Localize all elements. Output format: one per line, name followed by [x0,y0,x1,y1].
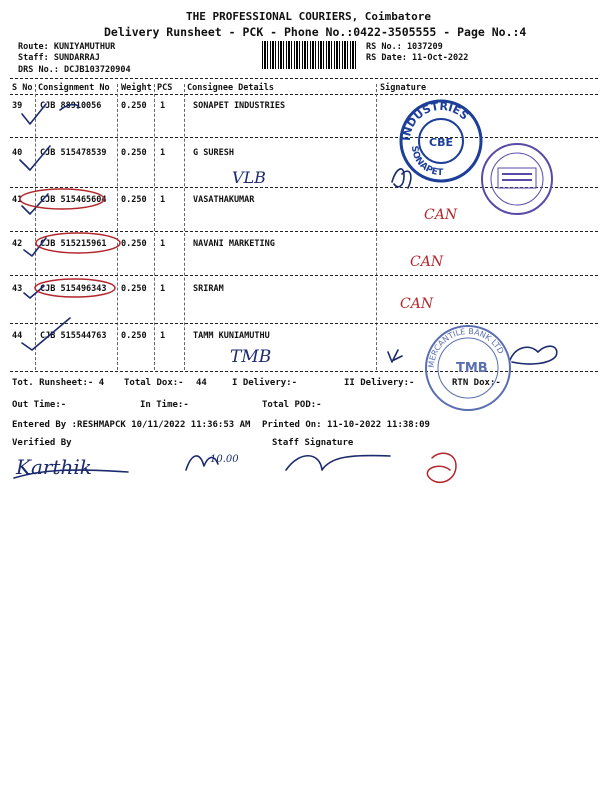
table-row-weight: 0.250 [121,239,147,249]
col-pcs: PCS [157,83,173,93]
table-row-weight: 0.250 [121,195,147,205]
stamp-text-bottom: SONAPET [408,145,444,179]
stamp-text-top: INDUSTRIES [399,99,472,142]
rs-date: RS Date: 11-Oct-2022 [366,53,469,63]
table-row-pcs: 1 [160,148,166,158]
table-row-sno: 40 [12,148,23,158]
col-consignment: Consignment No [38,83,110,93]
handwritten-can: CAN [410,254,444,270]
table-row-consignment: CJB 515465604 [40,195,107,205]
table-row-pcs: 1 [160,195,166,205]
col-weight: Weight [121,83,152,93]
tmb-stamp-icon [420,320,516,416]
col-sno: S No [12,83,33,93]
table-row-consignee: SONAPET INDUSTRIES [193,101,286,111]
drs-label: DRS No.: DCJB103720904 [18,65,131,75]
svg-text:SONAPET [409,145,444,178]
table-row-weight: 0.250 [121,101,147,111]
signature-time: 10.00 [210,454,239,465]
table-row-sno: 39 [12,101,23,111]
ii-delivery-label: II Delivery:- [344,378,415,388]
company-title: THE PROFESSIONAL COURIERS, Coimbatore [186,10,432,23]
sonapet-stamp-icon [396,96,486,186]
total-pod-label: Total POD:- [262,400,322,410]
handwritten-can: CAN [424,207,458,223]
table-row-consignment: CJB 515544763 [40,331,107,341]
table-row-consignment: CJB 515215961 [40,239,107,249]
verified-signature: Karthik [16,455,92,479]
stamp-center: CBE [429,136,453,149]
table-row-consignee: TAMM KUNIAMUTHU [193,331,270,341]
staff-label: Staff: SUNDARRAJ [18,53,100,63]
table-row-weight: 0.250 [121,331,147,341]
total-dox-value: 44 [196,378,207,388]
handwritten-tmb: TMB [230,347,272,367]
table-row-pcs: 1 [160,101,166,111]
table-row-sno: 44 [12,331,23,341]
table-row-consignee: SRIRAM [193,284,224,294]
out-time-label: Out Time:- [12,400,67,410]
table-row-consignee: VASATHAKUMAR [193,195,255,205]
table-row-pcs: 1 [160,284,166,294]
runsheet-subtitle: Delivery Runsheet - PCK - Phone No.:0422-3505555 - Page No.:4 [104,25,527,39]
table-row-sno: 42 [12,239,23,249]
table-row-sno: 43 [12,284,23,294]
verified-by-label: Verified By [12,438,72,448]
table-row-consignment: CJB 515496343 [40,284,107,294]
table-row-pcs: 1 [160,239,166,249]
bank-round-stamp-icon [478,140,556,218]
rs-number: RS No.: 1037209 [366,42,443,52]
total-runsheet: Tot. Runsheet:- 4 [12,378,105,388]
route-label: Route: KUNIYAMUTHUR [18,42,116,52]
i-delivery-label: I Delivery:- [232,378,298,388]
printed-on: Printed On: 11-10-2022 11:38:09 [262,420,430,430]
table-row-sno: 41 [12,195,23,205]
table-row-weight: 0.250 [121,284,147,294]
table-row-pcs: 1 [160,331,166,341]
staff-signature-label: Staff Signature [272,438,354,448]
table-row-weight: 0.250 [121,148,147,158]
rtn-dox-label: RTN Dox:- [452,378,501,388]
table-row-consignment: CJB 515478539 [40,148,107,158]
in-time-label: In Time:- [140,400,189,410]
col-signature: Signature [380,83,427,93]
tmb-ring-text: MERCANTILE BANK LTD [426,326,506,369]
entered-by: Entered By :RESHMAPCK 10/11/2022 11:36:53 AM [12,420,251,430]
tmb-center: TMB [456,361,488,376]
handwritten-can: CAN [400,296,434,312]
total-dox-label: Total Dox:- [124,378,184,388]
table-row-consignee: G SURESH [193,148,234,158]
table-row-consignee: NAVANI MARKETING [193,239,275,249]
col-consignee: Consignee Details [187,83,274,93]
handwritten-vlb: VLB [232,168,266,187]
table-row-consignment: CJB 88910056 [40,101,102,111]
